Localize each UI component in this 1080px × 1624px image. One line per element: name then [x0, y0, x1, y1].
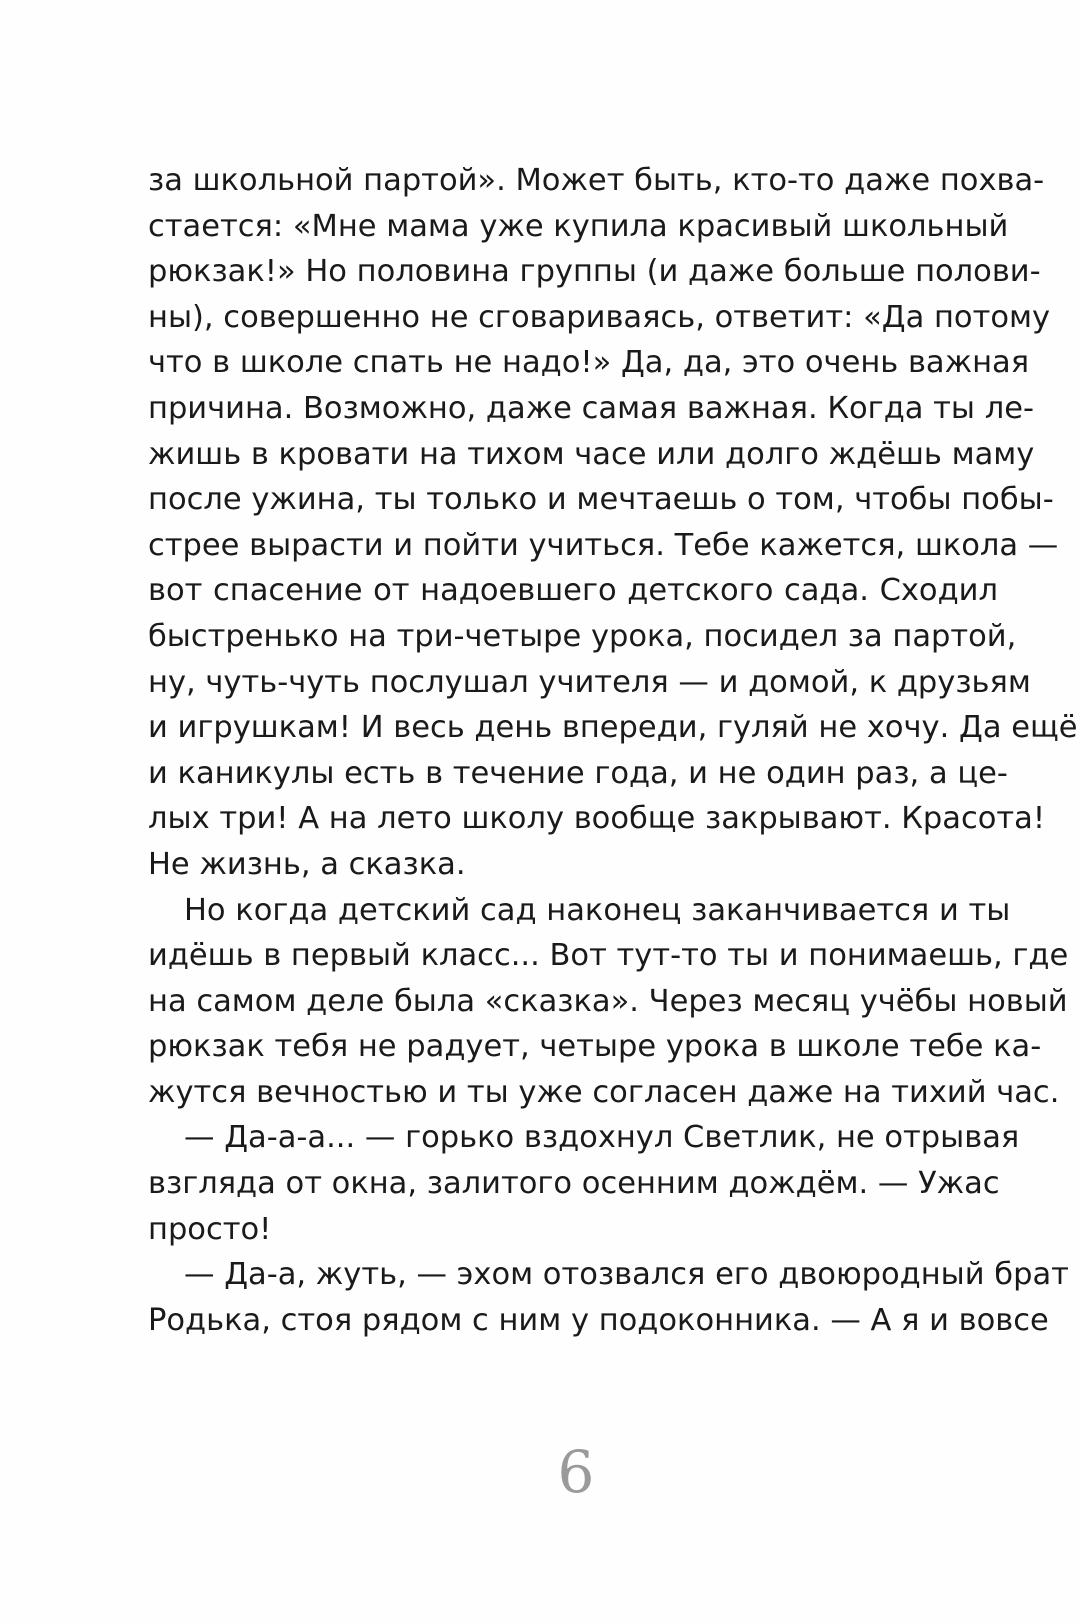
text-line: Не жизнь, а сказка. [148, 846, 466, 882]
text-line: на самом деле была «сказка». Через месяц учёбы новый [148, 983, 1068, 1019]
text-line: вот спасение от надоевшего детского сада. Сходил [148, 573, 998, 609]
text-line: ны), совершенно не сговариваясь, ответит: «Да потому [148, 299, 1051, 335]
text-line: Но когда детский сад наконец заканчивается и ты [184, 892, 1011, 928]
text-line: что в школе спать не надо!» Да, да, это очень важная [148, 345, 1030, 381]
text-line: жишь в кровати на тихом часе или долго ждёшь маму [148, 436, 1035, 472]
text-line: — Да-а-а... — горько вздохнул Светлик, не отрывая [184, 1120, 1020, 1156]
text-line: рюкзак тебя не радует, четыре урока в школе тебе ка- [148, 1029, 1042, 1065]
text-line: и каникулы есть в течение года, и не один раз, а це- [148, 755, 1008, 791]
text-line: идёшь в первый класс... Вот тут-то ты и понимаешь, где [148, 938, 1069, 974]
text-line: после ужина, ты только и мечтаешь о том, чтобы побы- [148, 482, 1054, 518]
text-line: Родька, стоя рядом с ним у подоконника. — А я и вовсе [148, 1302, 1049, 1338]
text-line: просто! [148, 1211, 272, 1247]
text-line: — Да-а, жуть, — эхом отозвался его двоюродный брат [184, 1257, 1069, 1293]
body-text [148, 158, 1078, 1343]
text-line: за школьной партой». Может быть, кто-то даже похва- [148, 163, 1045, 198]
text-line: и игрушкам! И весь день впереди, гуляй не хочу. Да ещё [148, 710, 1078, 746]
text-line: стрее вырасти и пойти учиться. Тебе кажется, школа — [148, 527, 1059, 563]
text-line: лых три! А на лето школу вообще закрывают. Красота! [148, 801, 1046, 837]
page-number: 6 [557, 1438, 595, 1506]
text-line: причина. Возможно, даже самая важная. Когда ты ле- [148, 390, 1034, 426]
text-line: ну, чуть-чуть послушал учителя — и домой, к друзьям [148, 664, 1031, 700]
text-line: быстренько на три-четыре урока, посидел за партой, [148, 618, 1017, 654]
text-line: рюкзак!» Но половина группы (и даже больше полови- [148, 254, 1041, 290]
text-line: жутся вечностью и ты уже согласен даже на тихий час. [148, 1074, 1060, 1110]
text-line: стается: «Мне мама уже купила красивый школьный [148, 208, 1009, 244]
text-line: взгляда от окна, залитого осенним дождём. — Ужас [148, 1166, 1000, 1202]
